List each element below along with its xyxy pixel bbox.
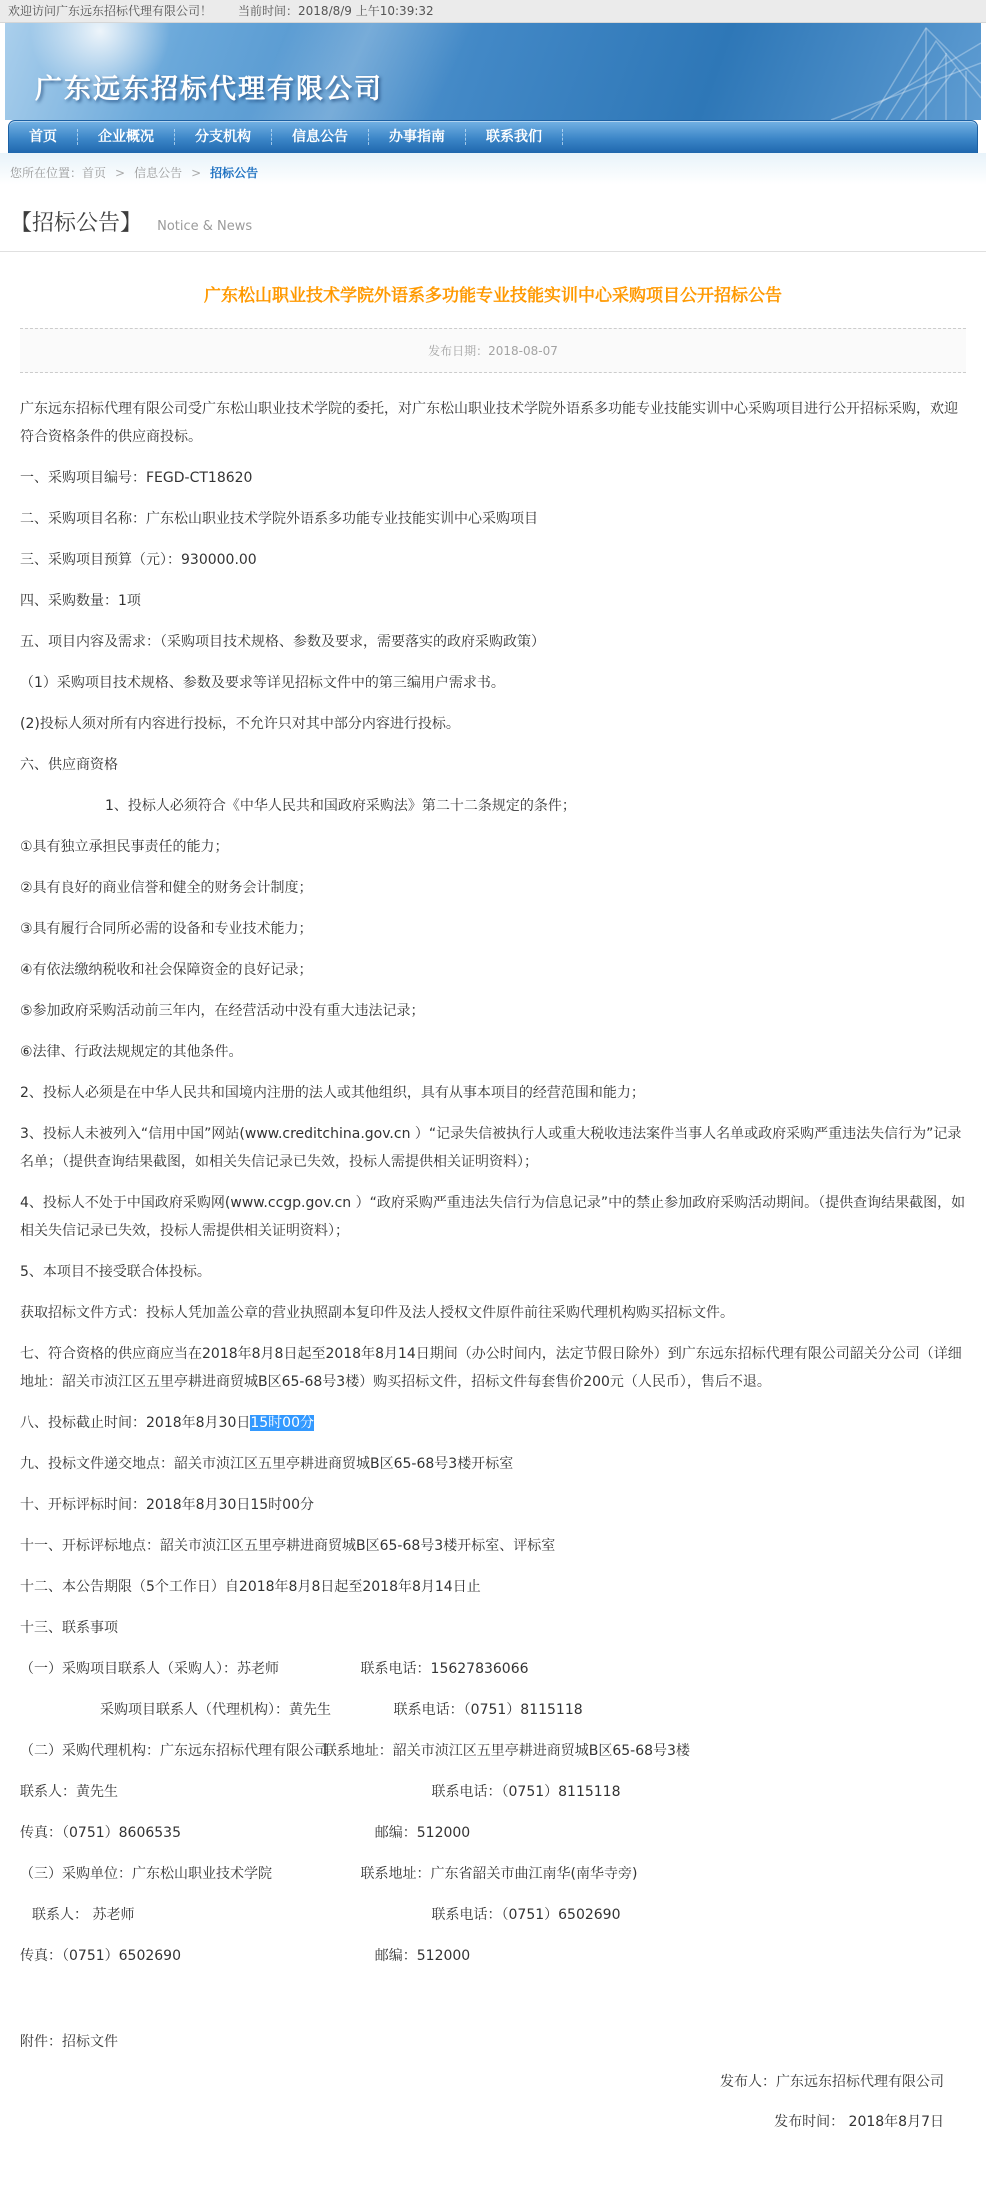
contact-left-text: （一）采购项目联系人（采购人）：苏老师 — [20, 1661, 279, 1677]
attachment-label: 附件： — [20, 2034, 62, 2050]
paragraph-text: （1）采购项目技术规格、参数及要求等详见招标文件中的第三编用户需求书。 — [20, 675, 505, 691]
article-paragraph — [20, 1079, 966, 1107]
paragraph-text: 九、投标文件递交地点：韶关市浈江区五里亭耕进商贸城B区65-68号3楼开标室 — [20, 1456, 514, 1472]
contact-right-text: 邮编：512000 — [374, 1825, 471, 1841]
contact-right-text: 联系电话：（0751）8115118 — [431, 1784, 621, 1800]
publisher-label: 发布人： — [720, 2074, 776, 2090]
breadcrumb-current: 招标公告 — [210, 166, 259, 180]
nav-item-notice[interactable]: 信息公告 — [272, 129, 369, 145]
contact-right-text: 联系电话：15627836066 — [360, 1661, 529, 1677]
article-paragraph — [20, 956, 966, 984]
article-paragraph — [20, 997, 966, 1025]
contact-right-text: 联系电话：（0751）8115118 — [393, 1702, 583, 1718]
paragraph-text: 四、采购数量：1项 — [20, 593, 141, 609]
breadcrumb-prefix: 您所在位置： — [10, 166, 83, 180]
nav-item-branches[interactable]: 分支机构 — [175, 129, 272, 145]
contact-left-text: （三）采购单位：广东松山职业技术学院 — [20, 1866, 272, 1882]
contact-right-text: 联系地址：广东省韶关市曲江南华(南华寺旁) — [360, 1866, 638, 1882]
attachment-link[interactable]: 招标文件 — [62, 2034, 118, 2050]
article-paragraph — [20, 833, 966, 861]
publish-time-row — [20, 2108, 966, 2136]
publish-date-value: 2018-08-07 — [488, 344, 558, 358]
contact-row — [20, 1737, 966, 1765]
contact-row — [20, 1901, 966, 1929]
building-wireframe-graphic — [651, 23, 981, 120]
contact-left-text: 传真：（0751）8606535 — [20, 1825, 181, 1841]
paragraph-text: 十一、开标评标地点：韶关市浈江区五里亭耕进商贸城B区65-68号3楼开标室、评标室 — [20, 1538, 556, 1554]
article-paragraph — [20, 1258, 966, 1286]
current-time — [238, 0, 434, 22]
paragraph-text: 十三、联系事项 — [20, 1620, 118, 1636]
paragraph-text: 六、供应商资格 — [20, 757, 118, 773]
company-name-title: 广东远东招标代理有限公司 — [35, 74, 383, 105]
article-paragraph — [20, 1450, 966, 1478]
nav-item-home[interactable]: 首页 — [9, 129, 78, 145]
contact-left-text: 联系人：黄先生 — [20, 1784, 118, 1800]
article-paragraph — [20, 1614, 966, 1642]
article-paragraph — [20, 915, 966, 943]
publisher-row — [20, 2068, 966, 2096]
article-paragraph — [20, 751, 966, 779]
article-paragraph — [20, 1573, 966, 1601]
article-paragraph — [20, 395, 966, 451]
section-subtitle: Notice & News — [157, 219, 253, 234]
contact-row — [20, 1655, 966, 1683]
top-status-bar — [0, 0, 986, 23]
article-paragraph — [20, 1038, 966, 1066]
publisher-value: 广东远东招标代理有限公司 — [776, 2074, 944, 2090]
contact-left-text: （二）采购代理机构：广东远东招标代理有限公司 — [20, 1743, 328, 1759]
article-paragraph — [20, 669, 966, 697]
nav-item-guide[interactable]: 办事指南 — [369, 129, 466, 145]
publish-time-label: 发布时间： — [774, 2114, 845, 2130]
paragraph-text: ①具有独立承担民事责任的能力； — [20, 839, 229, 855]
contact-right-text: 邮编：512000 — [374, 1948, 471, 1964]
contact-left-text: 采购项目联系人（代理机构）：黄先生 — [100, 1702, 331, 1718]
breadcrumb-separator: > — [115, 166, 126, 180]
article-paragraph — [20, 792, 966, 820]
nav-item-contact[interactable]: 联系我们 — [466, 129, 563, 145]
contact-row — [20, 1778, 966, 1806]
article-paragraph — [20, 1491, 966, 1519]
current-time-label: 当前时间： — [238, 4, 299, 18]
article-paragraph — [20, 546, 966, 574]
breadcrumb — [0, 153, 986, 190]
paragraph-text: 二、采购项目名称：广东松山职业技术学院外语系多功能专业技能实训中心采购项目 — [20, 511, 538, 527]
article-paragraph — [20, 1299, 966, 1327]
contact-left-text: 联系人： 苏老师 — [32, 1907, 135, 1923]
paragraph-text: 1、投标人必须符合《中华人民共和国政府采购法》第二十二条规定的条件； — [105, 798, 576, 814]
paragraph-text: 获取招标文件方式：投标人凭加盖公章的营业执照副本复印件及法人授权文件原件前往采购代理机构购买招标文件。 — [20, 1305, 734, 1321]
contact-right-text: 联系电话：（0751）6502690 — [431, 1907, 621, 1923]
paragraph-text: 十二、本公告期限（5个工作日）自2018年8月8日起至2018年8月14日止 — [20, 1579, 481, 1595]
article-paragraph — [20, 464, 966, 492]
breadcrumb-link[interactable]: 信息公告 — [134, 166, 183, 180]
contact-row — [20, 1860, 966, 1888]
paragraph-text: 八、投标截止时间：2018年8月30日 — [20, 1415, 251, 1431]
article-title: 广东松山职业技术学院外语系多功能专业技能实训中心采购项目公开招标公告 — [204, 286, 782, 306]
paragraph-text: 三、采购项目预算（元）：930000.00 — [20, 552, 257, 568]
paragraph-text: ②具有良好的商业信誉和健全的财务会计制度； — [20, 880, 313, 896]
paragraph-text: 七、符合资格的供应商应当在2018年8月8日起至2018年8月14日期间（办公时间内，法定节假日除外）到广东远东招标代理有限公司韶关分公司（详细地址：韶关市浈江区五里亭耕进商贸城B区65-68号3楼）购买招标文件，招标文件每套售价200元（人民币），售后不退。 — [20, 1346, 962, 1390]
paragraph-text: ⑤参加政府采购活动前三年内，在经营活动中没有重大违法记录； — [20, 1003, 425, 1019]
paragraph-text: ④有依法缴纳税收和社会保障资金的良好记录； — [20, 962, 313, 978]
paragraph-text: 五、项目内容及需求：（采购项目技术规格、参数及要求，需要落实的政府采购政策） — [20, 634, 545, 650]
article-paragraph — [20, 1409, 966, 1437]
paragraph-text: 5、本项目不接受联合体投标。 — [20, 1264, 211, 1280]
article-paragraph — [20, 1189, 966, 1245]
article-paragraph — [20, 1120, 966, 1176]
site-banner — [5, 23, 981, 120]
article-paragraph — [20, 710, 966, 738]
selection-highlight: 15时00分 — [250, 1415, 314, 1431]
article-paragraph — [20, 587, 966, 615]
breadcrumb-link[interactable]: 首页 — [82, 166, 107, 180]
paragraph-text: 2、投标人必须是在中华人民共和国境内注册的法人或其他组织，具有从事本项目的经营范围和能力； — [20, 1085, 645, 1101]
publish-date-label: 发布日期： — [428, 344, 489, 358]
publish-date-strip — [20, 328, 966, 373]
contact-row — [20, 1696, 966, 1724]
announcement-article — [0, 284, 986, 2188]
contact-rows — [20, 1655, 966, 1970]
contact-left-text: 传真：（0751）6502690 — [20, 1948, 181, 1964]
nav-item-company[interactable]: 企业概况 — [78, 129, 175, 145]
breadcrumb-separator: > — [191, 166, 202, 180]
attachment-row — [20, 2028, 966, 2056]
paragraph-text: ③具有履行合同所必需的设备和专业技术能力； — [20, 921, 313, 937]
contact-row — [20, 1819, 966, 1847]
article-paragraph — [20, 505, 966, 533]
section-header — [0, 190, 986, 252]
paragraph-text: 十、开标评标时间：2018年8月30日15时00分 — [20, 1497, 314, 1513]
contact-row — [20, 1942, 966, 1970]
article-paragraph — [20, 1340, 966, 1396]
paragraph-text: 3、投标人未被列入“信用中国”网站(www.creditchina.gov.cn ）“记录失信被执行人或重大税收违法案件当事人名单或政府采购严重违法失信行为”记录名单；（提供查询结果截图，如相关失信记录已失效，投标人需提供相关证明资料）； — [20, 1126, 962, 1170]
paragraph-text: (2)投标人须对所有内容进行投标，不允许只对其中部分内容进行投标。 — [20, 716, 460, 732]
paragraph-text: 4、投标人不处于中国政府采购网(www.ccgp.gov.cn ）“政府采购严重违法失信行为信息记录”中的禁止参加政府采购活动期间。（提供查询结果截图，如相关失信记录已失效，投标人需提供相关证明资料）； — [20, 1195, 966, 1239]
paragraph-text: 广东远东招标代理有限公司受广东松山职业技术学院的委托，对广东松山职业技术学院外语系多功能专业技能实训中心采购项目进行公开招标采购，欢迎符合资格条件的供应商投标。 — [20, 401, 958, 445]
welcome-text: 欢迎访问广东远东招标代理有限公司！ — [8, 4, 213, 18]
breadcrumb-items — [82, 166, 258, 180]
article-paragraph — [20, 874, 966, 902]
paragraph-text: ⑥法律、行政法规规定的其他条件。 — [20, 1044, 243, 1060]
paragraph-text: 一、采购项目编号：FEGD-CT18620 — [20, 470, 253, 486]
publish-time-value: 2018年8月7日 — [848, 2114, 944, 2130]
article-paragraph — [20, 1532, 966, 1560]
section-title: 【招标公告】 — [10, 211, 143, 236]
contact-right-text: 联系地址：韶关市浈江区五里亭耕进商贸城B区65-68号3楼 — [322, 1743, 690, 1759]
article-body — [20, 395, 966, 1642]
article-paragraph — [20, 628, 966, 656]
current-time-value: 2018/8/9 上午10:39:32 — [298, 4, 434, 18]
main-nav — [8, 120, 978, 153]
